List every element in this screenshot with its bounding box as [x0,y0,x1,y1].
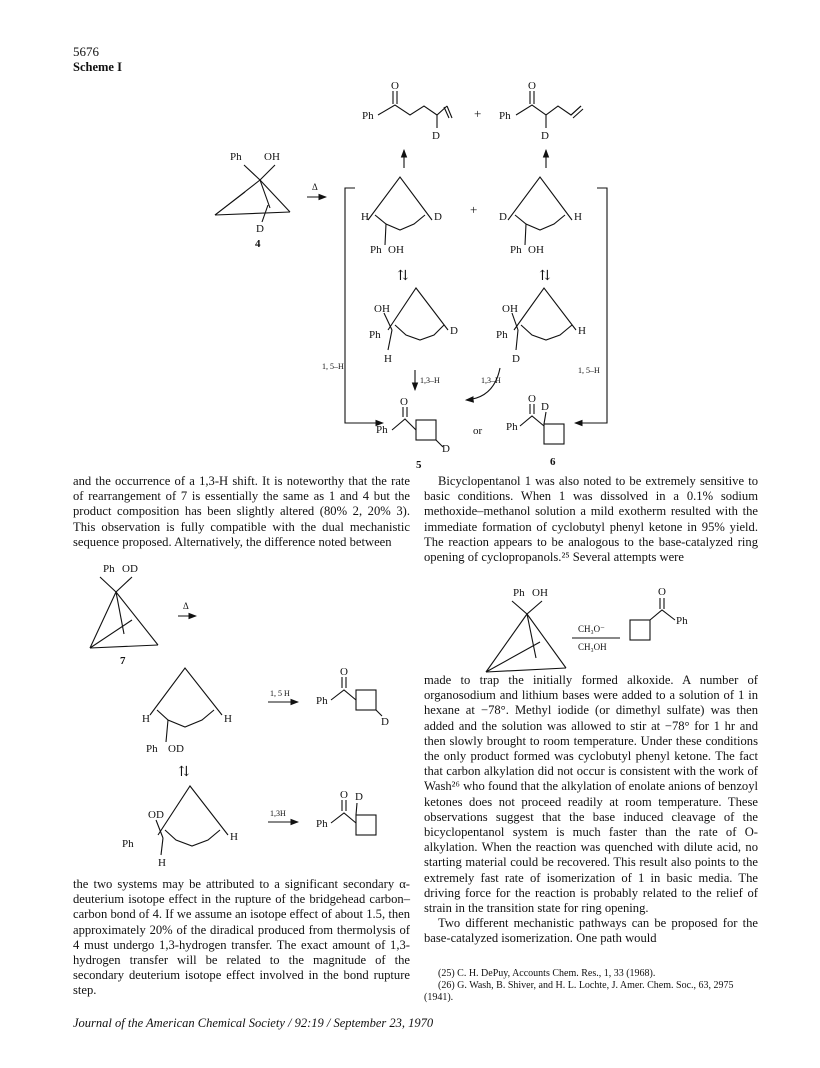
scheme7-15h: 1, 5 H [270,689,290,698]
right-column-text-mid: made to trap the initially formed alkoxide. A number of organosodium and lithium bases were added to a solution of 1 in hexane at −78°. Methyl iodide (or dimethyl sulfate) was then added and the solution was allowed to stir at −78° for 1 hr and then slowly brought to room temperature. Under these conditions the only product formed was cyclobutyl phenyl ketone. The fact that carbon alkylation did not occur is consistent with the work of Wash²⁶ who found that the alkylation of enolate anions of benzoyl ketones does not proceed readily at room temperature. These observations suggest that the base induced cleavage of the bicyclopentanol system is much faster than the rate of O-alkylation. When the reaction was quenched with dilute acid, no starting material could be recovered. This result also points to the extremely fast rate of isomerization of 1 in basic media. The driving force for the reaction is probably related to the relief of strain in the transition state for ring opening. Two different mechanistic pathways can be proposed for the base-catalyzed isomerization. One path would [424,673,758,946]
scheme1-plus-top: + [474,106,482,121]
scheme1-d-2: D [432,130,440,142]
scheme1-oh-a2: OH [528,244,544,256]
scheme8-ph: Ph [513,587,525,599]
footnote-26: (26) G. Wash, B. Shiver, and H. L. Lochte, J. Amer. Chem. Soc., 63, 2975 (1941). [424,980,734,1003]
scheme7-delta: Δ [183,601,189,611]
scheme1-delta: Δ [312,182,318,192]
scheme1-eq-left: ⇅ [397,269,409,284]
scheme-label: Scheme I [73,60,122,74]
scheme1-oh-4: OH [264,151,280,163]
scheme7-h-c2: H [230,831,238,843]
compound-7-label: 7 [120,655,126,667]
scheme8-o: O [658,586,666,598]
scheme1-ph-b1: Ph [369,329,381,341]
scheme1-h-a1: H [361,211,369,223]
scheme1-ph-b2: Ph [496,329,508,341]
scheme1-or: or [473,425,483,437]
scheme1-o-6: O [528,393,536,405]
scheme7-d-p1: D [381,716,389,728]
scheme7-13h: 1,3H [270,809,286,818]
scheme1-eq-right: ⇅ [539,269,551,284]
scheme7-od: OD [122,563,138,575]
left-column-text-top: and the occurrence of a 1,3-H shift. It is noteworthy that the rate of rearrangement of 7 is essentially the same as 1 and 4 but the product composition has been slightly altered (80% 2, 20% 3). This observation is fully compatible with the dual mechanistic sequence proposed. Alternatively, the difference noted between [73,474,410,549]
scheme7-h-c1: H [142,713,150,725]
scheme1-oh-b1: OH [374,303,390,315]
scheme1-ph-2: Ph [362,110,374,122]
scheme1-ph-a1: Ph [370,244,382,256]
journal-footer: Journal of the American Chemical Society / 92:19 / September 23, 1970 [73,1016,434,1030]
scheme1-d-5: D [442,443,450,455]
scheme1-oh-a1: OH [388,244,404,256]
scheme1-d-6: D [541,401,549,413]
scheme1-15h-left: 1, 5–H [322,362,344,371]
scheme7-d-p2: D [355,791,363,803]
right-column-text-top: Bicyclopentanol 1 was also noted to be extremely sensitive to basic conditions. When 1 was dissolved in a 0.1% sodium methoxide–methanol solution a mild exotherm resulted with the immediate formation of cyclobutyl phenyl ketone in 95% yield. The reaction appears to be analogous to the base-catalyzed ring opening of cyclopropanols.²⁵ Several attempts were [424,474,758,565]
scheme1-o-3: O [528,80,536,92]
scheme7-ph: Ph [103,563,115,575]
scheme1-o-5: O [400,396,408,408]
compound-4-label: 4 [255,238,261,250]
scheme1-oh-b2: OH [502,303,518,315]
scheme1-15h-right: 1, 5–H [578,366,600,375]
scheme1-plus-mid: + [470,202,478,217]
scheme8-ph-product: Ph [676,615,688,627]
footnote-25: (25) C. H. DePuy, Accounts Chem. Res., 1, 33 (1968). [438,968,656,979]
scheme1-13h-down: 1,3–H [420,376,440,385]
scheme1-d-b2: D [512,353,520,365]
scheme8-reagent-bottom: CH₃OH [578,642,607,652]
scheme1-ph-5: Ph [376,424,388,436]
page-number: 5676 [73,44,99,59]
scheme7-od-c2: OD [148,809,164,821]
scheme1-h-b1: H [384,353,392,365]
scheme7-o-p2: O [340,789,348,801]
scheme1-h-b2: H [578,325,586,337]
scheme1-d-a2: D [499,211,507,223]
scheme1-o-2: O [391,80,399,92]
compound-6-label: 6 [550,456,556,468]
scheme-1-diagram [0,0,820,470]
scheme7-h2-c2: H [158,857,166,869]
scheme1-ph-6: Ph [506,421,518,433]
scheme1-ph-4: Ph [230,151,242,163]
scheme1-h-a2: H [574,211,582,223]
scheme8-oh: OH [532,587,548,599]
left-column-text-bottom: the two systems may be attributed to a significant secondary α-deuterium isotope effect in the rupture of the bridgehead carbon–carbon bond of 4. If we assume an isotope effect of about 1.5, then approximately 20% of the diradical produced from thermolysis of 4 must undergo 1,3-hydrogen transfer. The exact amount of 1,3-hydrogen transfer will be related to the magnitude of the secondary deuterium isotope effect involved in the bond rupture step. [73,877,410,998]
scheme7-ph-p1: Ph [316,695,328,707]
scheme7-o-p1: O [340,666,348,678]
scheme7-ph-p2: Ph [316,818,328,830]
scheme1-d-3: D [541,130,549,142]
scheme1-d-b1: D [450,325,458,337]
scheme1-ph-a2: Ph [510,244,522,256]
scheme8-reagent-top: CH₃O⁻ [578,624,605,634]
footnotes [424,968,758,1004]
scheme1-d-4: D [256,223,264,235]
scheme7-ph-c2: Ph [122,838,134,850]
scheme7-h2-c1: H [224,713,232,725]
scheme7-od-c1: OD [168,743,184,755]
compound-5-label: 5 [416,459,422,471]
scheme1-d-a1: D [434,211,442,223]
scheme1-ph-3: Ph [499,110,511,122]
scheme7-eq: ⇅ [178,765,190,780]
scheme1-13h-curved: 1,3–H [481,376,501,385]
scheme7-ph-c1: Ph [146,743,158,755]
